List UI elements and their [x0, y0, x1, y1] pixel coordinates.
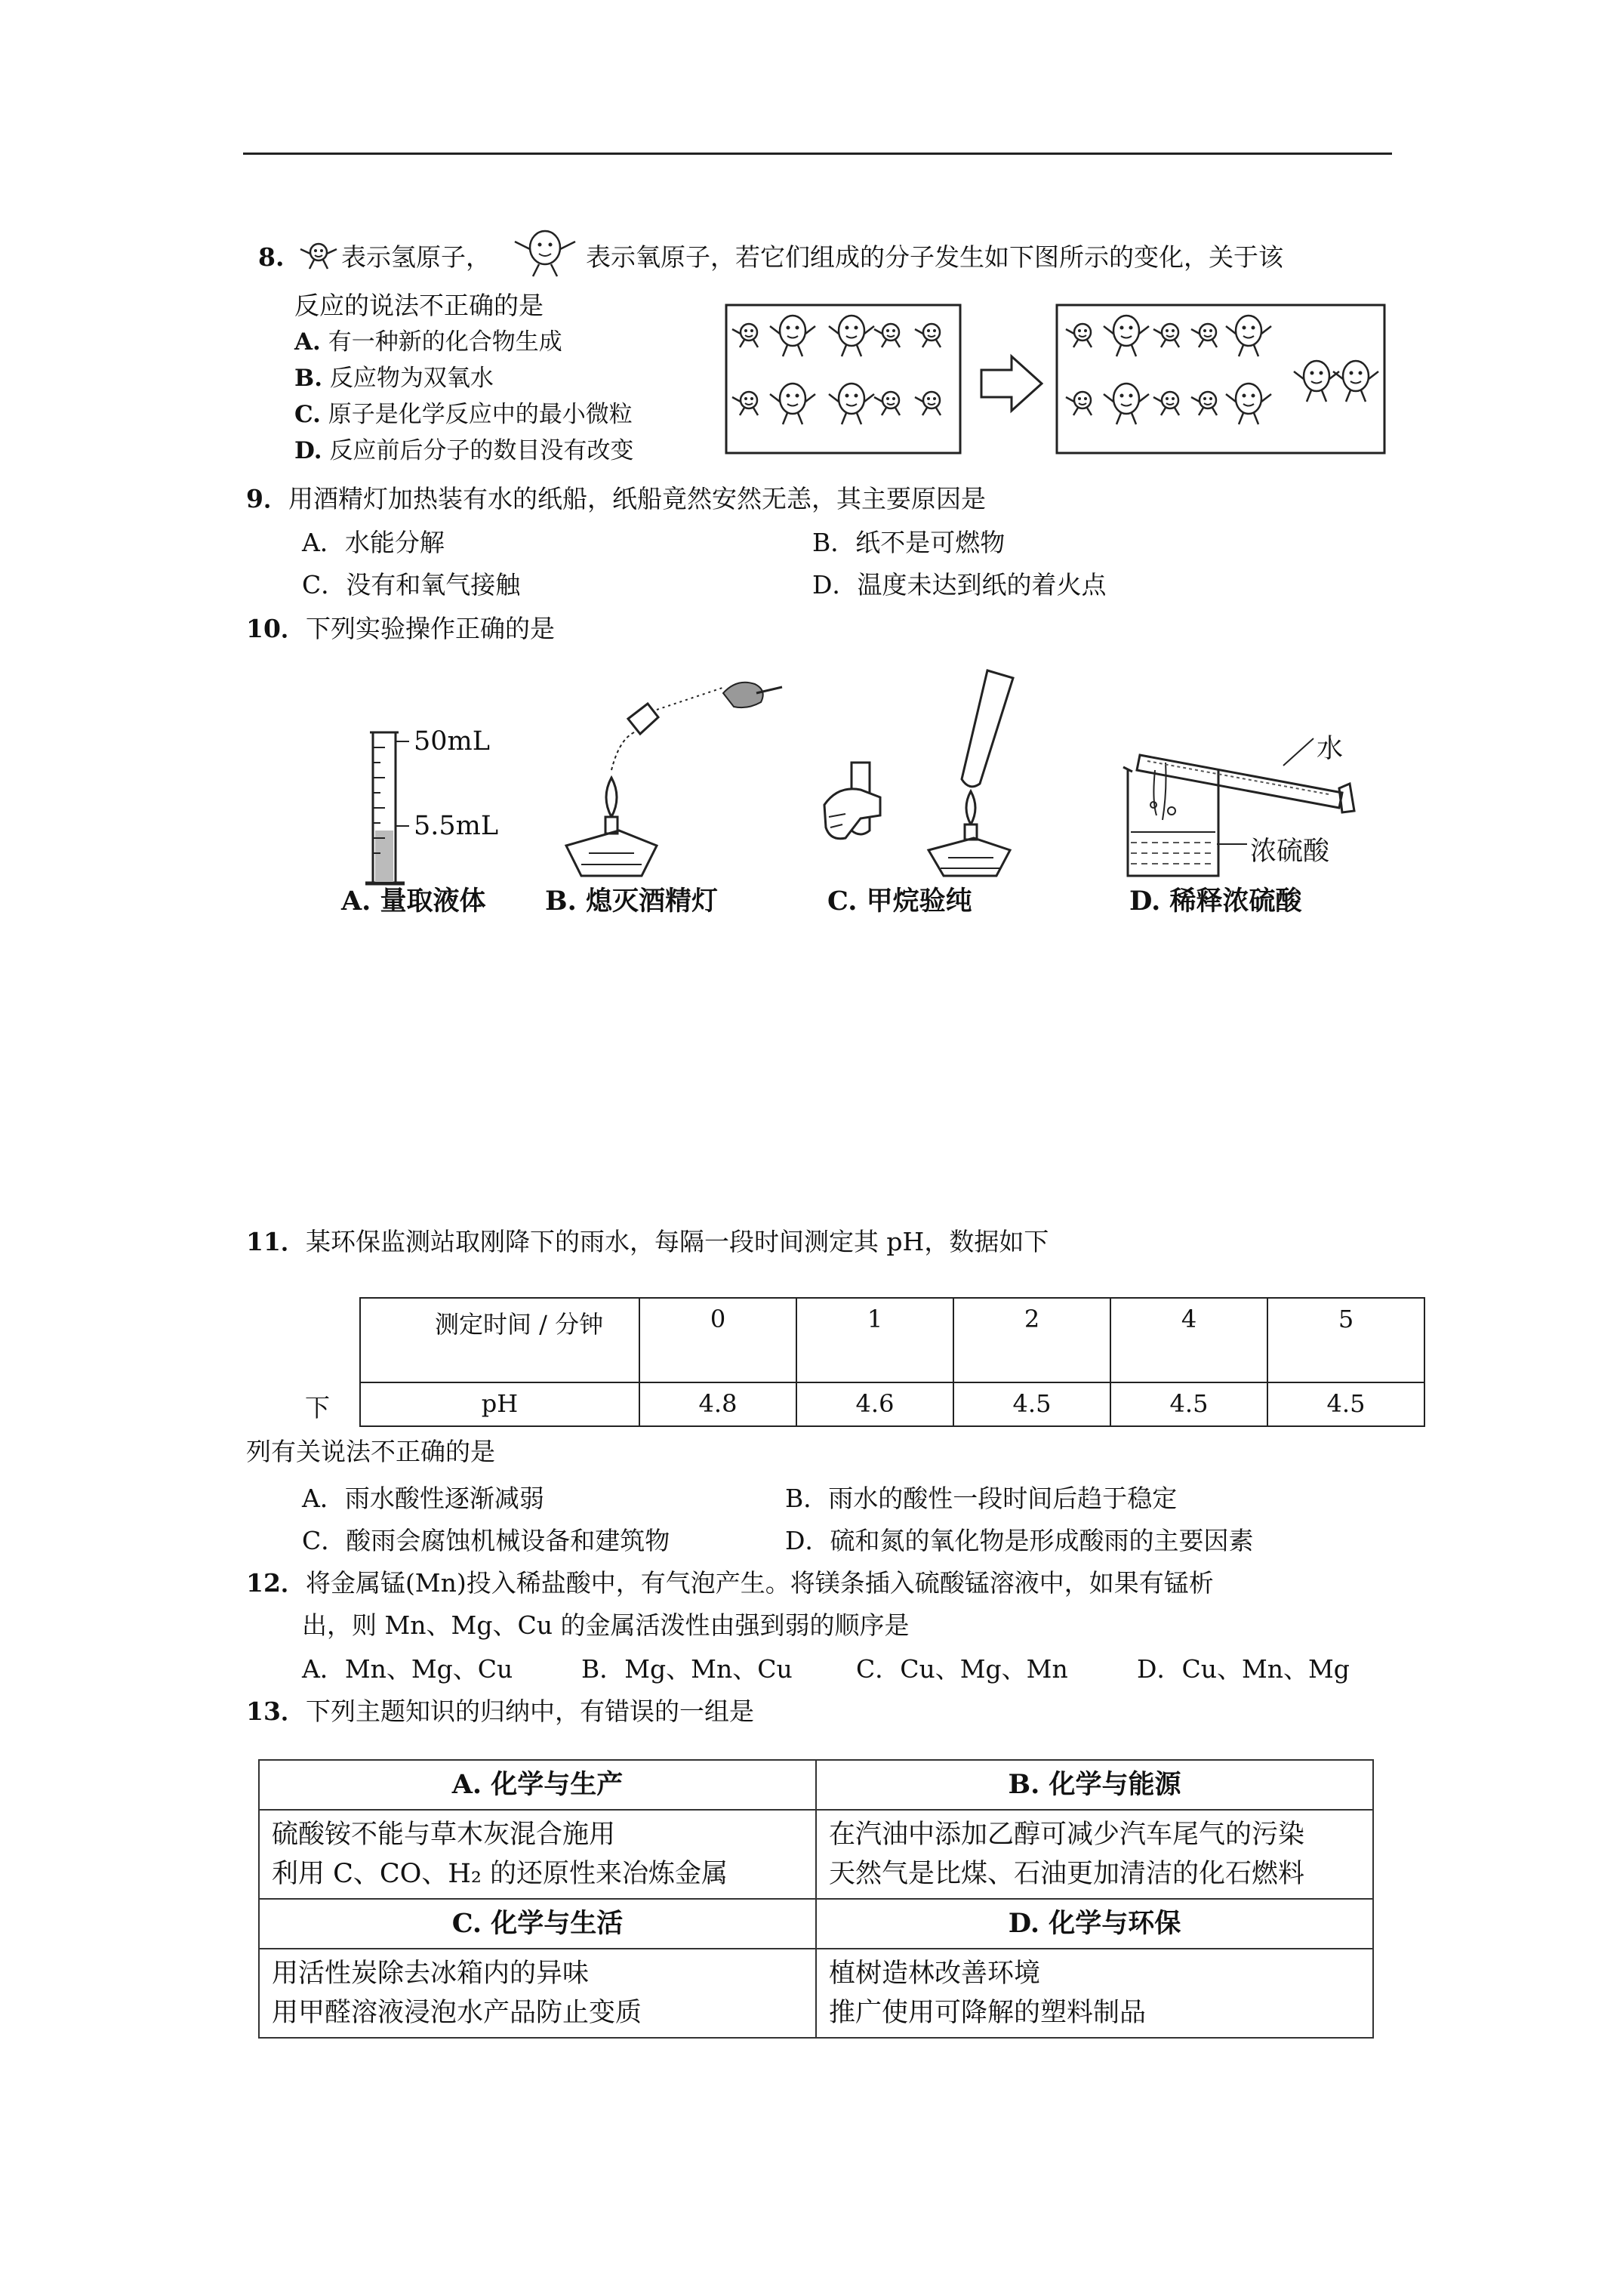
q12-option-d: D．Cu、Mn、Mg [1137, 1654, 1350, 1684]
cell-body-b: 在汽油中添加乙醇可减少汽车尾气的污染 天然气是比煤、石油更加清洁的化石燃料 [816, 1810, 1373, 1899]
label-concentrated-acid: 浓硫酸 [1250, 837, 1330, 867]
q10-stem: 10．下列实验操作正确的是 [246, 614, 555, 643]
q12-option-a: A．Mn、Mg、Cu [302, 1654, 513, 1684]
q10-figure-b-lamp [559, 657, 785, 891]
hydrogen-atom-icon [296, 239, 341, 273]
q11-option-d: D．硫和氮的氧化物是形成酸雨的主要因素 [785, 1526, 1254, 1555]
q12-stem-line1: 12．将金属锰(Mn)投入稀盐酸中，有气泡产生。将镁条插入硫酸锰溶液中，如果有锰析 [246, 1568, 1214, 1598]
table-header-ph: pH [360, 1382, 639, 1426]
q9-option-d: D．温度未达到纸的着火点 [812, 570, 1107, 599]
q11-option-a: A．雨水酸性逐渐减弱 [302, 1484, 544, 1513]
table-cell-ph: 4.6 [796, 1382, 953, 1426]
cell-body-c: 用活性炭除去冰箱内的异味 用甲醛溶液浸泡水产品防止变质 [259, 1949, 816, 2038]
q11-stem: 11．某环保监测站取刚降下的雨水，每隔一段时间测定其 pH，数据如下 [246, 1227, 1049, 1256]
q11-option-c: C．酸雨会腐蚀机械设备和建筑物 [302, 1526, 670, 1555]
q8-reaction-diagram [725, 302, 1389, 461]
table-cell-time: 1 [796, 1298, 953, 1382]
q9-stem: 9．用酒精灯加热装有水的纸船，纸船竟然安然无恙，其主要原因是 [246, 484, 986, 513]
q8-option-c: C. 原子是化学反应中的最小微粒 [294, 401, 633, 428]
q8-number: 8. [258, 242, 285, 272]
q10-caption-a: A. 量取液体 [341, 886, 486, 917]
q8-option-a: A. 有一种新的化合物生成 [294, 328, 562, 356]
q8-legend-oxygen: 表示氧原子，若它们组成的分子发生如下图所示的变化，关于该 [586, 242, 1283, 272]
q9-option-a: A．水能分解 [302, 528, 445, 557]
table-cell-ph: 4.5 [1110, 1382, 1267, 1426]
q8-stem-line2: 反应的说法不正确的是 [294, 291, 544, 320]
q9-option-b: B．纸不是可燃物 [812, 528, 1006, 557]
label-50ml: 50mL [414, 726, 490, 757]
q12-stem-line2: 出，则 Mn、Mg、Cu 的金属活泼性由强到弱的顺序是 [302, 1610, 910, 1640]
oxygen-atom-icon [507, 227, 583, 281]
q11-stem-cont: 列有关说法不正确的是 [246, 1437, 495, 1466]
table-cell-ph: 4.8 [639, 1382, 796, 1426]
cell-head-a: A. 化学与生产 [259, 1760, 816, 1810]
cell-head-d: D. 化学与环保 [816, 1899, 1373, 1949]
q8-option-d: D. 反应前后分子的数目没有改变 [294, 437, 634, 464]
table-cell-ph: 4.5 [1267, 1382, 1424, 1426]
q8-legend-hydrogen: 表示氢原子， [341, 242, 491, 272]
label-water: 水 [1317, 734, 1344, 764]
cell-head-b: B. 化学与能源 [816, 1760, 1373, 1810]
cell-body-d: 植树造林改善环境 推广使用可降解的塑料制品 [816, 1949, 1373, 2038]
q13-stem: 13．下列主题知识的归纳中，有错误的一组是 [246, 1697, 754, 1726]
q11-option-b: B．雨水的酸性一段时间后趋于稳定 [785, 1484, 1178, 1513]
table-cell-time: 4 [1110, 1298, 1267, 1382]
q10-caption-c: C. 甲烷验纯 [827, 886, 972, 917]
cell-body-a: 硫酸铵不能与草木灰混合施用 利用 C、CO、H₂ 的还原性来冶炼金属 [259, 1810, 816, 1899]
table-cell-ph: 4.5 [953, 1382, 1110, 1426]
q10-figure-a-cylinder [355, 657, 536, 891]
q8-option-b: B. 反应物为双氧水 [294, 365, 494, 392]
header-rule [243, 153, 1392, 155]
label-5-5ml: 5.5mL [414, 811, 499, 841]
q10-figure-c-test-tube [815, 657, 1042, 891]
q13-summary-table [258, 1759, 1374, 2039]
q11-lead-char: 下 [305, 1393, 330, 1422]
q12-option-c: C．Cu、Mg、Mn [856, 1654, 1068, 1684]
q9-option-c: C．没有和氧气接触 [302, 570, 521, 599]
q10-caption-d: D. 稀释浓硫酸 [1129, 886, 1302, 917]
table-cell-time: 2 [953, 1298, 1110, 1382]
q11-ph-table [359, 1297, 1425, 1427]
q12-option-b: B．Mg、Mn、Cu [581, 1654, 793, 1684]
table-cell-time: 5 [1267, 1298, 1424, 1382]
q10-caption-b: B. 熄灭酒精灯 [545, 886, 718, 917]
table-header-time: 测定时间 / 分钟 [360, 1298, 639, 1382]
table-cell-time: 0 [639, 1298, 796, 1382]
cell-head-c: C. 化学与生活 [259, 1899, 816, 1949]
